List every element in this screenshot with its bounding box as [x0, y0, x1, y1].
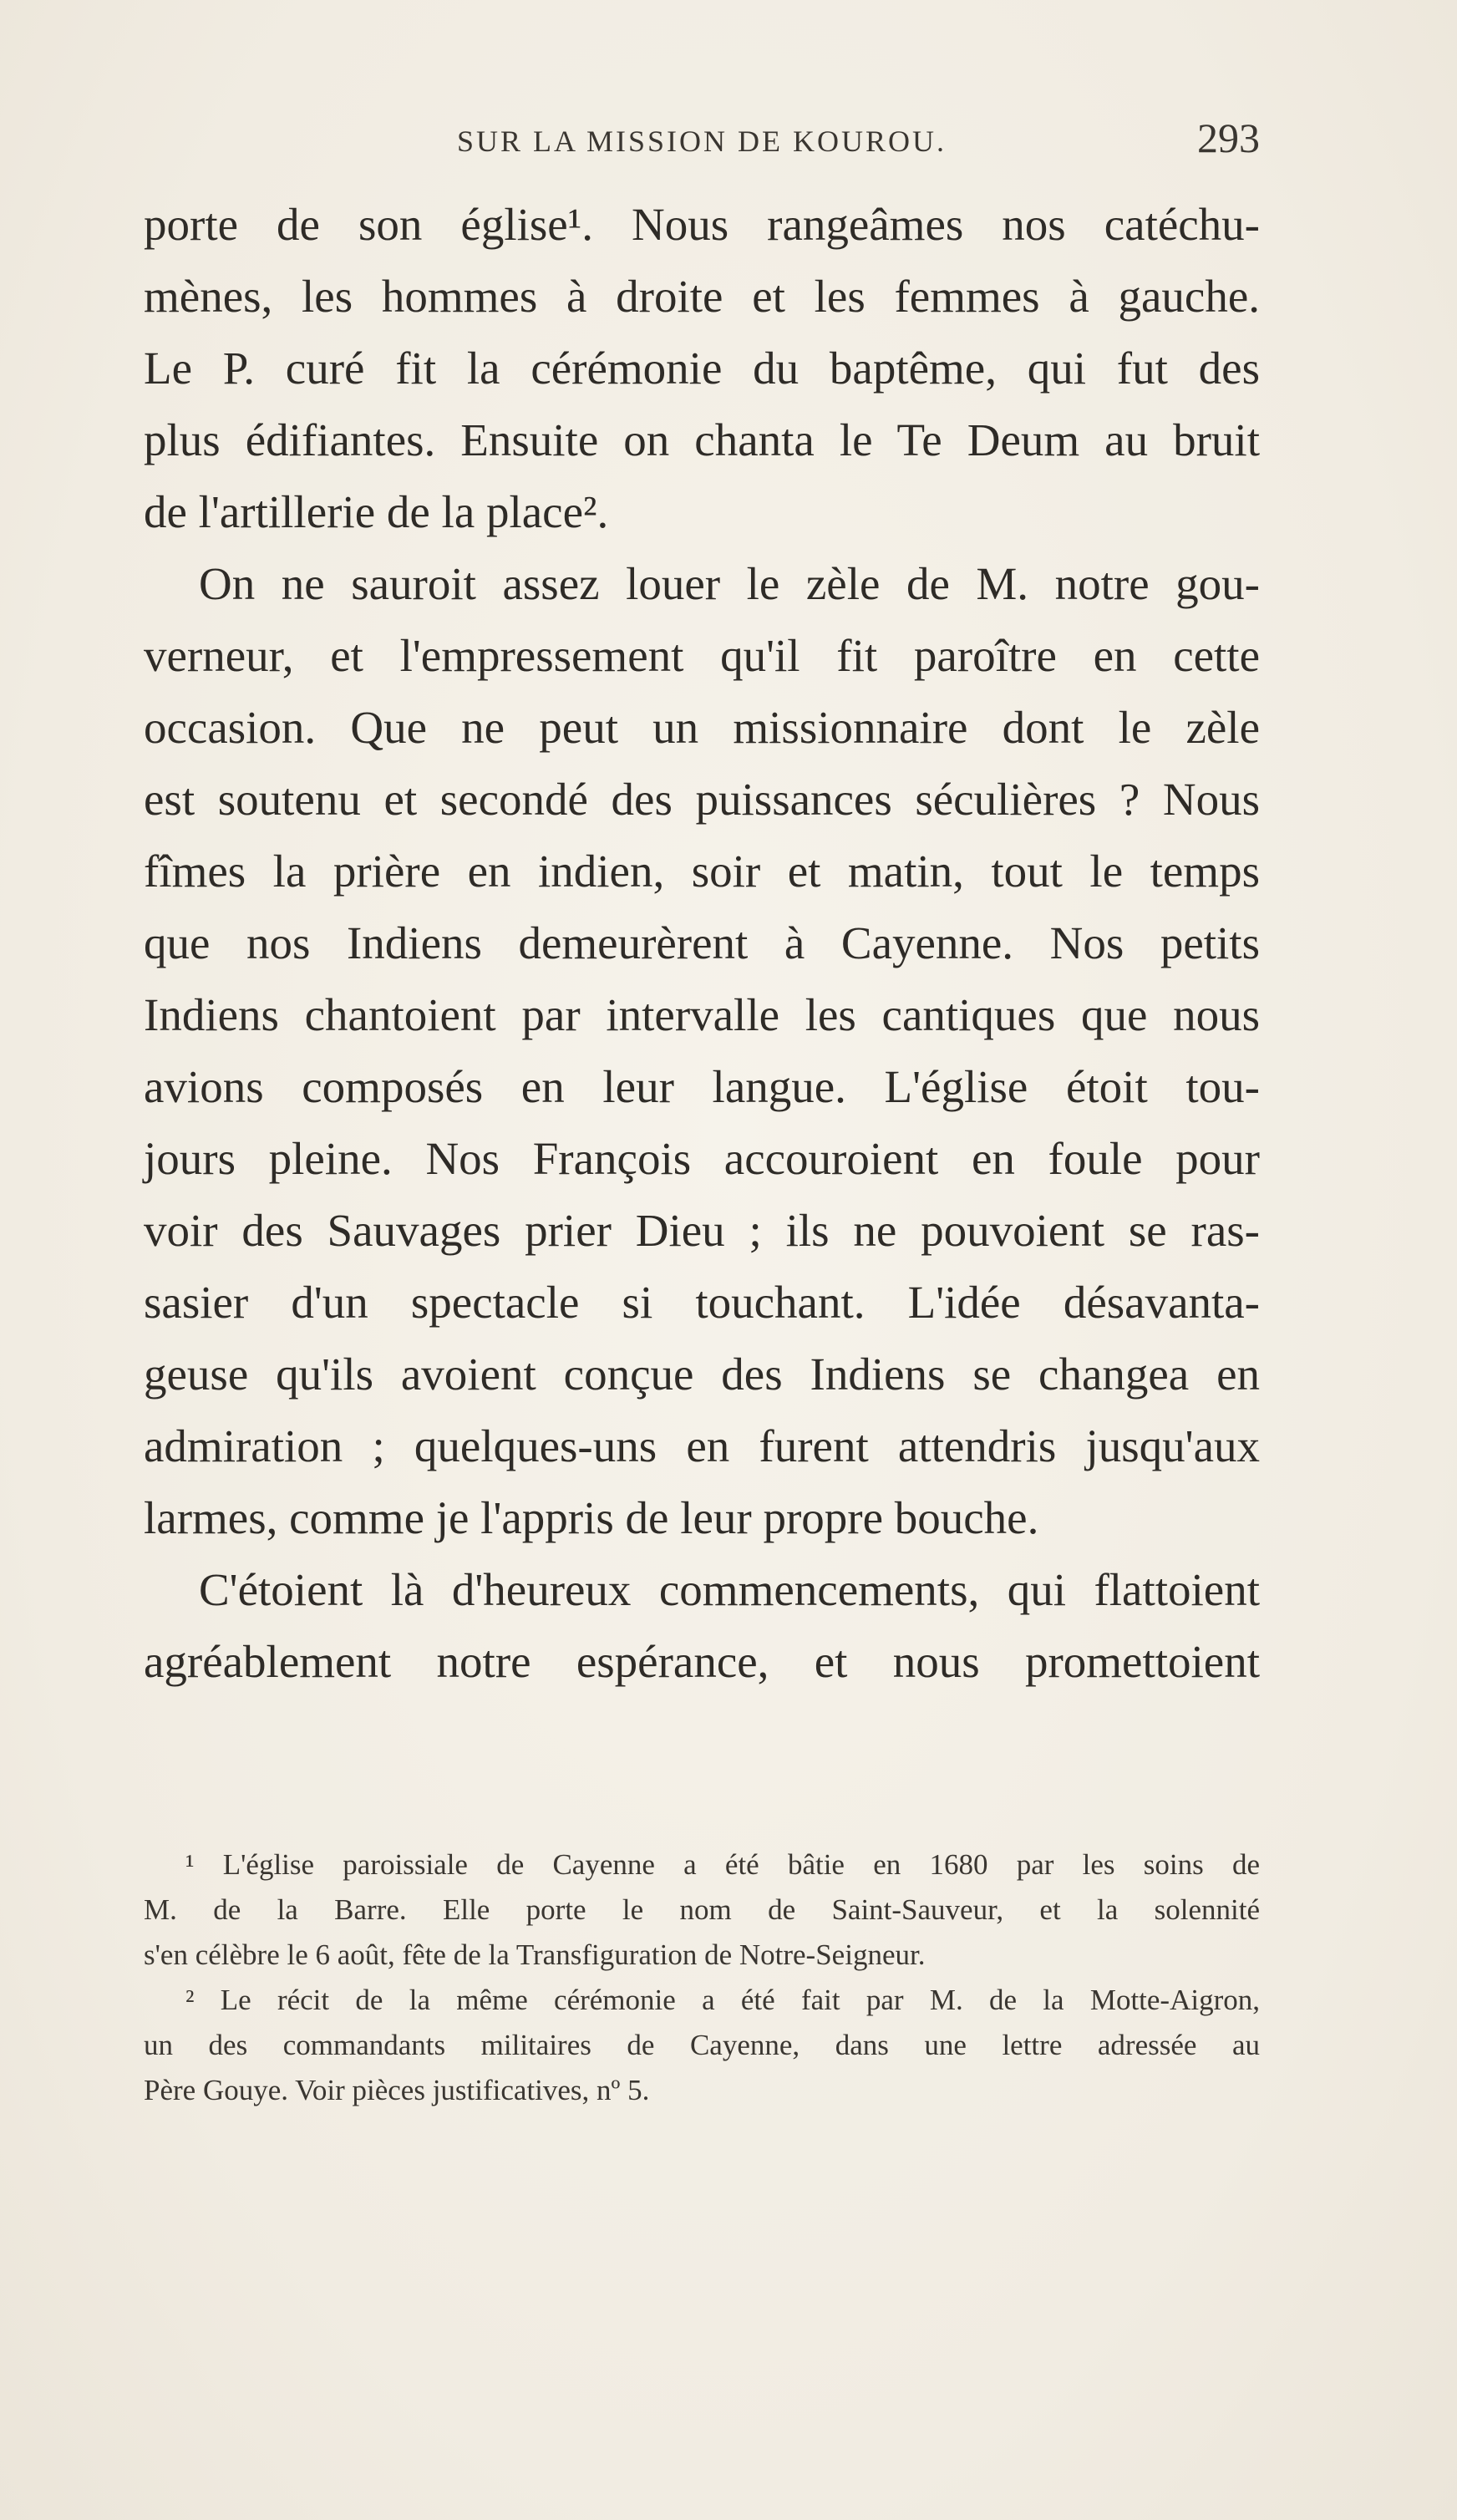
footnote-line: Père Gouye. Voir pièces justificatives, nº 5.	[144, 2074, 650, 2106]
body-line: Le P. curé fit la cérémonie du baptême, qui fut des	[144, 343, 1260, 394]
body-line: que nos Indiens demeurèrent à Cayenne. Nos petits	[144, 917, 1260, 968]
body-line: sasier d'un spectacle si touchant. L'idée désavanta-	[144, 1277, 1260, 1328]
body-line: fîmes la prière en indien, soir et matin, tout le temps	[144, 846, 1260, 897]
running-title: SUR LA MISSION DE KOUROU.	[456, 124, 947, 158]
body-line: On ne sauroit assez louer le zèle de M. notre gou-	[199, 558, 1260, 609]
body-line: verneur, et l'empressement qu'il fit paroître en cette	[144, 630, 1260, 681]
body-line: plus édifiantes. Ensuite on chanta le Te Deum au bruit	[144, 414, 1260, 465]
body-line: C'étoient là d'heureux commencements, qui flattoient	[199, 1564, 1260, 1615]
body-line: de l'artillerie de la place².	[144, 486, 609, 537]
body-line: porte de son église¹. Nous rangeâmes nos catéchu-	[144, 199, 1260, 250]
footnote-line: M. de la Barre. Elle porte le nom de Saint-Sauveur, et la solennité	[144, 1893, 1260, 1926]
body-line: mènes, les hommes à droite et les femmes à gauche.	[144, 271, 1260, 322]
body-line: occasion. Que ne peut un missionnaire dont le zèle	[144, 702, 1260, 753]
footnote-line: ² Le récit de la même cérémonie a été fait par M. de la Motte-Aigron,	[185, 1984, 1260, 2016]
footnotes	[144, 1842, 1260, 2113]
body-line: admiration ; quelques-uns en furent attendris jusqu'aux	[144, 1420, 1260, 1471]
body-line: geuse qu'ils avoient conçue des Indiens se changea en	[144, 1349, 1260, 1400]
body-text	[144, 189, 1260, 1698]
body-line: avions composés en leur langue. L'église étoit tou-	[144, 1061, 1260, 1112]
body-line: est soutenu et secondé des puissances séculières ? Nous	[144, 774, 1260, 825]
footnote-line: s'en célèbre le 6 août, fête de la Transfiguration de Notre-Seigneur.	[144, 1938, 926, 1971]
body-line: voir des Sauvages prier Dieu ; ils ne pouvoient se ras-	[144, 1205, 1260, 1256]
page-header	[144, 109, 1260, 175]
footnote-line: ¹ L'église paroissiale de Cayenne a été bâtie en 1680 par les soins de	[185, 1848, 1260, 1881]
body-line: agréablement notre espérance, et nous promettoient	[144, 1636, 1260, 1687]
page-number: 293	[1197, 114, 1260, 161]
body-line: jours pleine. Nos François accouroient en foule pour	[144, 1133, 1260, 1184]
footnote-line: un des commandants militaires de Cayenne, dans une lettre adressée au	[144, 2029, 1260, 2061]
body-line: Indiens chantoient par intervalle les cantiques que nous	[144, 989, 1260, 1040]
body-line: larmes, comme je l'appris de leur propre bouche.	[144, 1492, 1039, 1543]
